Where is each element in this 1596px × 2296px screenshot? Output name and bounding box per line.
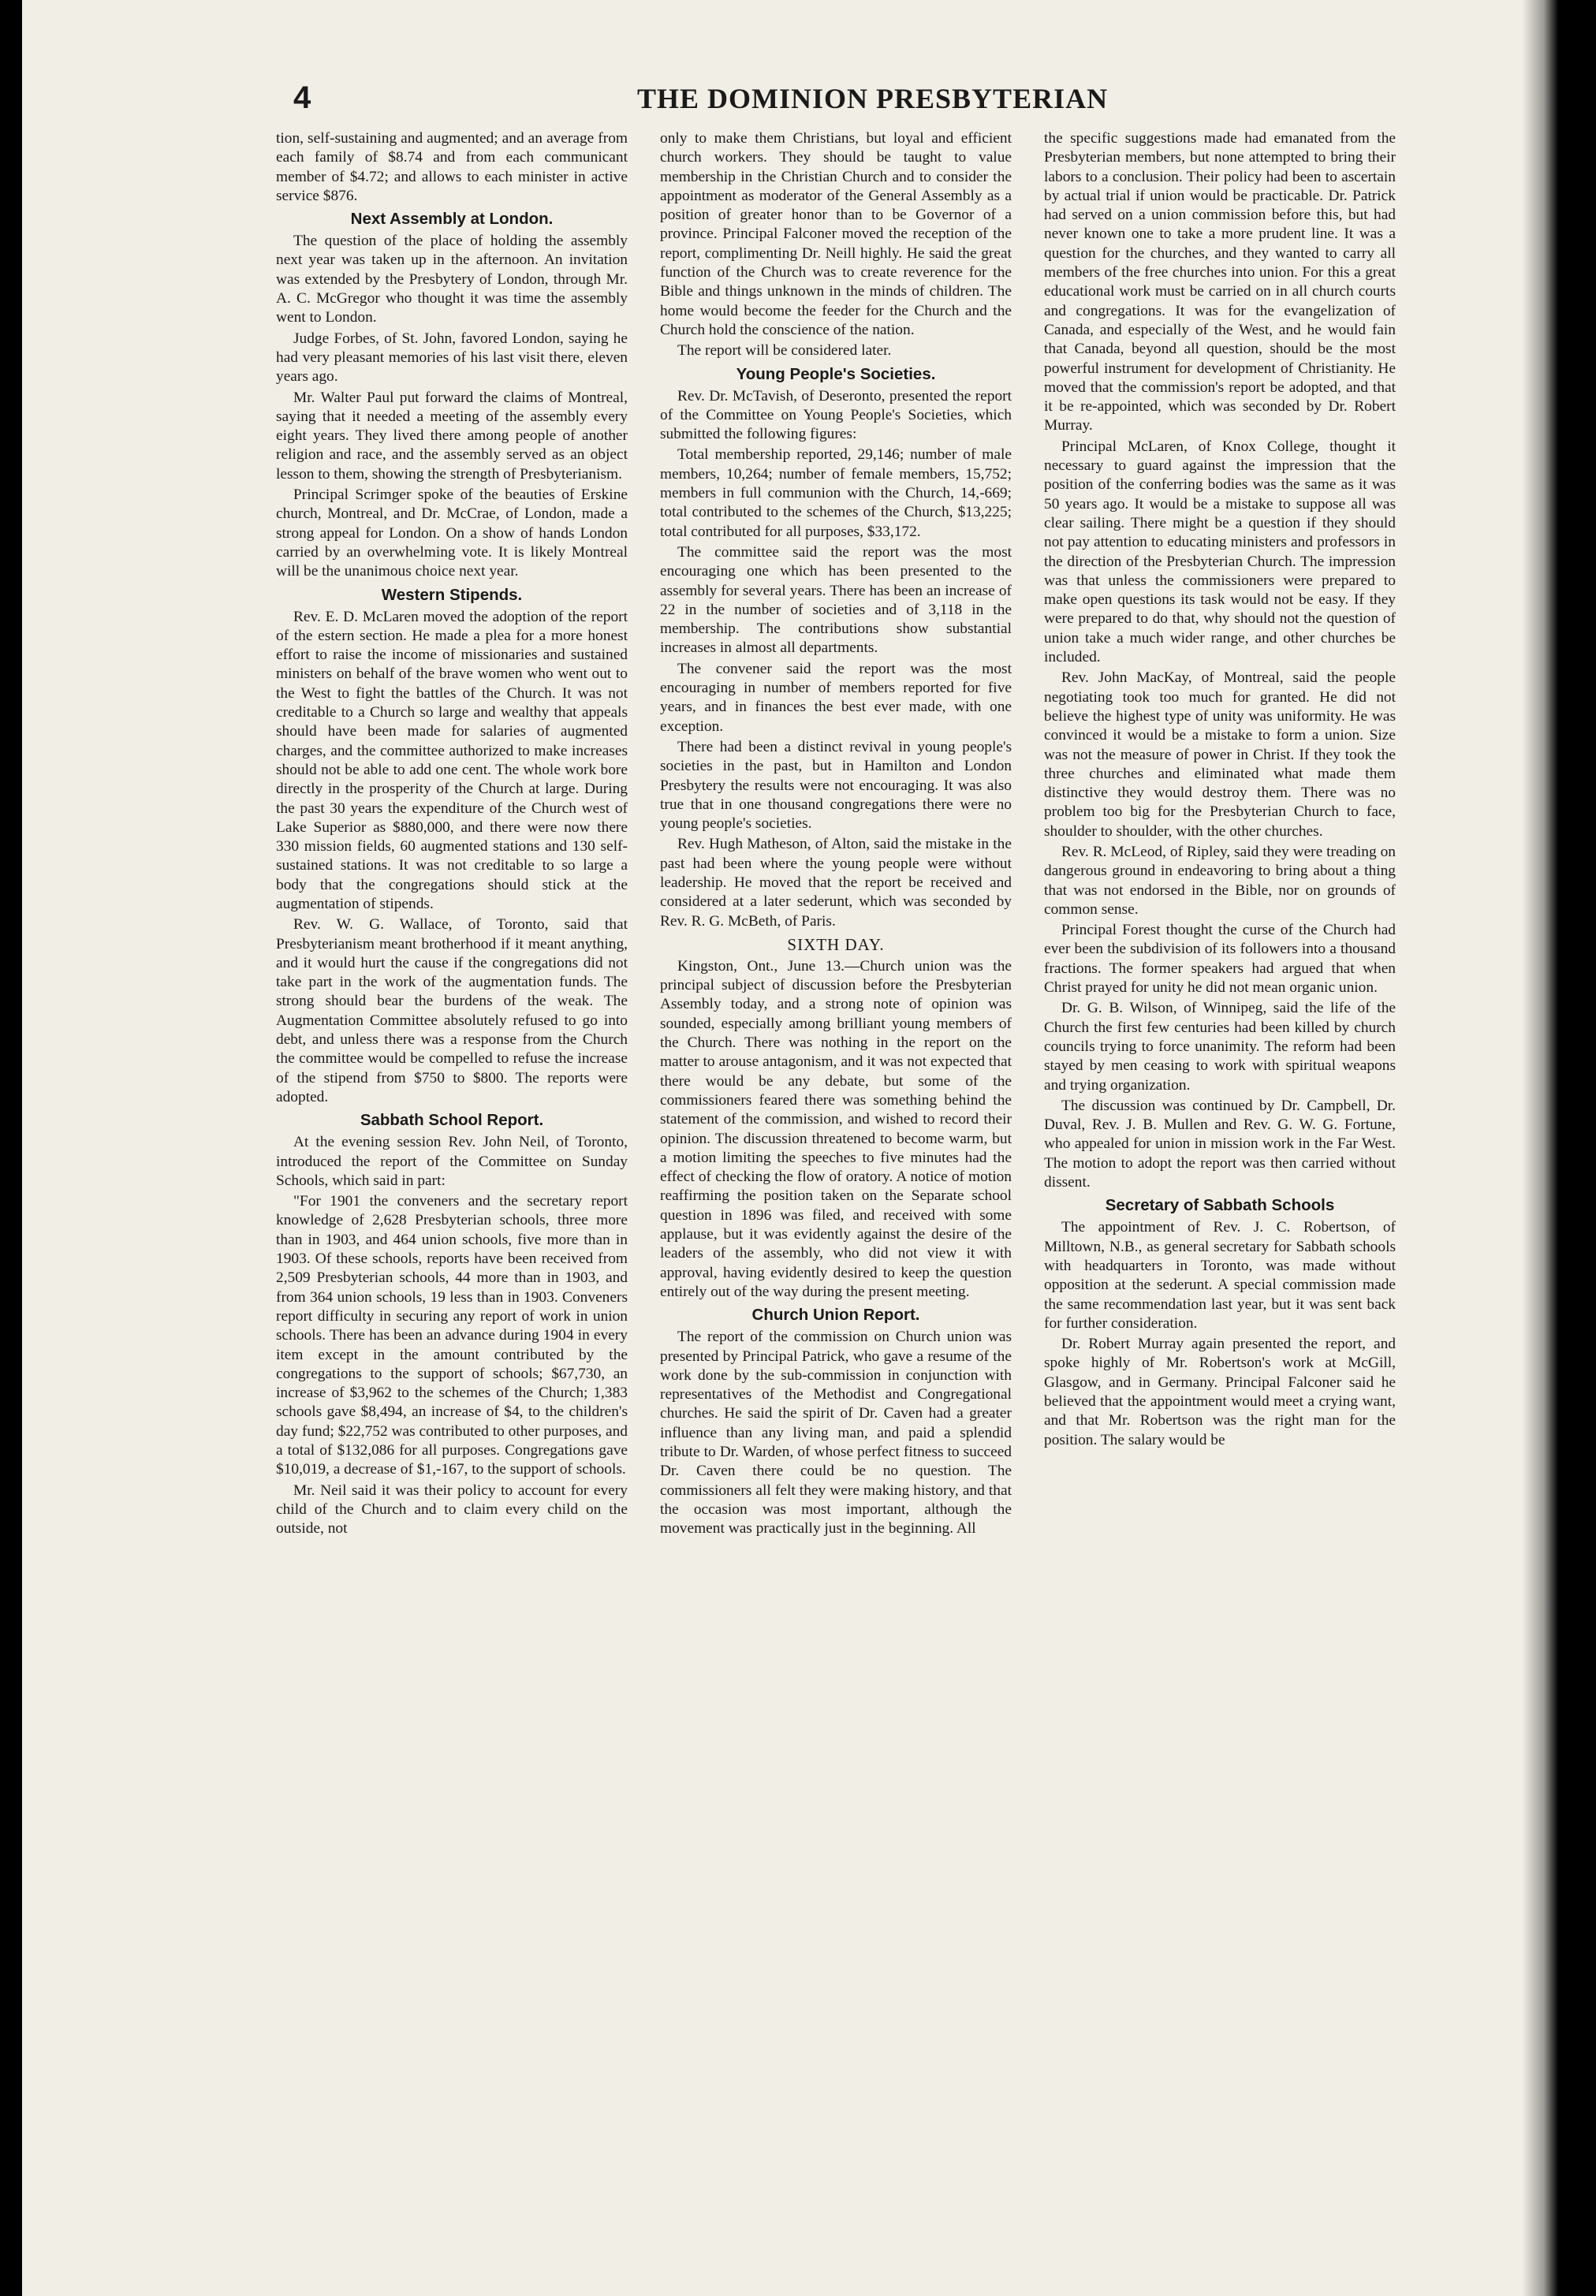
section-heading-sixth-day: SIXTH DAY. xyxy=(787,934,885,954)
paragraph: Rev. John MacKay, of Montreal, said the people negotiating took too much for granted. He did not believe the highest type of unity was uniformity. He was convinced it would be a mistake to form a union. Size was not the measure of power in Christ. If they took the three churches and eliminated what made them distinctive they would destroy them. There was no problem too big for the Presbyterian Church to face, shoulder to shoulder, with the other churches. xyxy=(1044,669,1396,840)
paragraph: the specific suggestions made had emanated from the Presbyterian members, but none attempted to bring their labors to a conclusion. Their policy had been to ascertain by actual trial if union would be practicable. Dr. Patrick had served on a union commission before this, but had never known one to take a more prudent line. It was a question for the churches, and they wanted to carry all members of the free churches into union. For this a great educational work must be carried on in all church courts and congregations. It was for the evangelization of Canada, and especially of the West, and he would fain that Canada, beyond all question, should be the most powerful instrument for development of Christianity. He moved that the commission's report be adopted, and that it be re-appointed, which was seconded by Dr. Robert Murray. xyxy=(1044,130,1396,434)
newspaper-page xyxy=(22,0,1558,2296)
paragraph: The convener said the report was the most encouraging in number of members reported for five years, and in finances the best ever made, with one exception. xyxy=(660,660,1012,735)
paragraph: At the evening session Rev. John Neil, of Toronto, introduced the report of the Committee on Sunday Schools, which said in part: xyxy=(276,1134,628,1189)
paragraph: Kingston, Ont., June 13.—Church union was the principal subject of discussion before the Presbyterian Assembly today, and a strong note of opinion was sounded, especially among brilliant young members of the Church. There was nothing in the report on the matter to arouse antagonism, and it was not expected that there would be any debate, but some of the commissioners feared there was something behind the statement of the commission, and wished to record their opinion. The discussion threatened to become warm, but a motion limiting the speeches to five minutes had the effect of checking the flow of oratory. A notice of motion reaffirming the position taken on the Separate school question in 1896 was filed, and received with some applause, but it was evidently against the desire of the leaders of the assembly, who did not view it with approval, having evidently desired to keep the question entirely out of the way during the present meeting. xyxy=(660,957,1012,1300)
column-3 xyxy=(1044,129,1396,1452)
paragraph: Dr. G. B. Wilson, of Winnipeg, said the life of the Church the first few centuries had been killed by church councils trying to force unanimity. The reform had been stayed by men ceasing to work with spiritual weapons and trying organization. xyxy=(1044,1000,1396,1094)
section-heading-next-assembly: Next Assembly at London. xyxy=(350,210,554,229)
paragraph: Dr. Robert Murray again presented the report, and spoke highly of Mr. Robertson's work at McGill, Glasgow, and in Germany. Principal Falconer said he believed that the appointment would meet a crying want, and that Mr. Robertson was the right man for the position. The salary would be xyxy=(1044,1336,1396,1448)
paragraph: Principal Scrimger spoke of the beauties of Erskine church, Montreal, and Dr. McCrae, of London, made a strong appeal for London. On a show of hands London carried by an overwhelming vote. It is likely Montreal will be the unanimous choice next year. xyxy=(276,486,628,580)
paragraph: Mr. Walter Paul put forward the claims of Montreal, saying that it needed a meeting of the assembly every eight years. They lived there among people of another religion and race, and the assembly served as an object lesson to them, showing the strength of Presbyterianism. xyxy=(276,389,628,483)
paragraph: Rev. W. G. Wallace, of Toronto, said that Presbyterianism meant brotherhood if it meant anything, and it would hurt the cause if the congregations did not take part in the work of the augmentation funds. The strong should bear the burdens of the weak. The Augmentation Committee absolutely refused to go into debt, and unless there was a response from the Church the committee would be compelled to refuse the increase of the stipend from $750 to $800. The reports were adopted. xyxy=(276,916,628,1105)
paragraph: Rev. Dr. McTavish, of Deseronto, presented the report of the Committee on Young People's Societies, which submitted the following figures: xyxy=(660,387,1012,443)
paragraph: Total membership reported, 29,146; number of male members, 10,264; number of female members, 15,752; members in full communion with the Church, 14,-669; total contributed to the schemes of the Church, $13,225; total contributed for all purposes, $33,172. xyxy=(660,446,1012,540)
paragraph: only to make them Christians, but loyal and efficient church workers. They should be taught to value membership in the Christian Church and to consider the appointment as moderator of the General Assembly as a position of greater honor than to be Governor of a province. Principal Falconer moved the reception of the report, complimenting Dr. Neill highly. He said the great function of the Church was to create reverence for the Bible and things unknown in the minds of children. The home would become the feeder for the Church and the Church hold the conscience of the nation. xyxy=(660,130,1012,338)
paragraph: The question of the place of holding the assembly next year was taken up in the afternoon. An invitation was extended by the Presbytery of London, through Mr. A. C. McGregor who thought it was time the assembly went to London. xyxy=(276,233,628,326)
section-heading-western-stipends: Western Stipends. xyxy=(381,585,523,604)
masthead-title: THE DOMINION PRESBYTERIAN xyxy=(637,83,1109,114)
section-heading-sabbath-school: Sabbath School Report. xyxy=(360,1111,544,1130)
paragraph: Rev. Hugh Matheson, of Alton, said the mistake in the past had been where the young people were without leadership. He moved that the report be received and considered at a later sederunt, which was seconded by Rev. R. G. McBeth, of Paris. xyxy=(660,836,1012,930)
page-number: 4 xyxy=(293,80,311,115)
column-1 xyxy=(276,129,628,1540)
paragraph: The appointment of Rev. J. C. Robertson, of Milltown, N.B., as general secretary for Sabbath schools with headquarters in Toronto, was made without opposition at the sederunt. A special commission made the same recommendation last year, but it was sent back for further consideration. xyxy=(1044,1219,1396,1332)
paragraph: There had been a distinct revival in young people's societies in the past, but in Hamilton and London Presbytery the results were not encouraging. It was also true that in one thousand congregations there were no young people's societies. xyxy=(660,738,1012,833)
section-heading-young-peoples: Young People's Societies. xyxy=(736,364,936,383)
paragraph: tion, self-sustaining and augmented; and an average from each family of $8.74 and from each communicant member of $4.72; and allows to each minister in active service $876. xyxy=(276,130,628,204)
paragraph: Principal McLaren, of Knox College, thought it necessary to guard against the impression that the position of the conferring bodies was the same as it was 50 years ago. It would be a mistake to suppose all was clear sailing. There might be a question if they should not pay attention to educating ministers and professors in the direction of the Presbyterian Church. The impression was that unless the commissioners were prepared to make open questions its task would not be easy. If they were prepared to do that, why should not the question of union take a much wider range, and other churches be included. xyxy=(1044,438,1396,666)
page-edge-shadow xyxy=(1522,0,1558,2296)
paragraph: The report of the commission on Church union was presented by Principal Patrick, who gave a resume of the work done by the sub-commission in conjunction with representatives of the Methodist and Congregational churches. He said the spirit of Dr. Caven had a greater influence than any living man, and paid a splendid tribute to Dr. Warden, of whose perfect fitness to succeed Dr. Caven there could be no question. The commissioners all felt they were making history, and that the occasion was most important, although the movement was practically just in the beginning. All xyxy=(660,1329,1012,1538)
paragraph: Principal Forest thought the curse of the Church had ever been the subdivision of its followers into a thousand fractions. The former speakers had argued that when Christ prayed for unity he did not mean organic union. xyxy=(1044,922,1396,997)
paragraph: The discussion was continued by Dr. Campbell, Dr. Duval, Rev. J. B. Mullen and Rev. G. W. G. Fortune, who appealed for union in mission work in the Far West. The motion to adopt the report was then carried without dissent. xyxy=(1044,1097,1396,1191)
paragraph: Rev. E. D. McLaren moved the adoption of the report of the estern section. He made a plea for a more honest effort to raise the income of missionaries and sustained ministers on behalf of the brave women who went out to the West to fight the battles of the Church. It was not creditable to a Church so large and wealthy that appeals should have been made for salaries of augmented charges, and the committee authorized to make increases should not be able to add one cent. The whole work bore directly in the prosperity of the Church at large. During the past 30 years the expenditure of the Church west of Lake Superior as $880,000, and there were now there 330 mission fields, 60 augmented stations and 130 self-sustained stations. It was not creditable to so large a body that the congregations should stick at the augmentation of stipends. xyxy=(276,608,628,912)
column-2 xyxy=(660,129,1012,1540)
paragraph: Judge Forbes, of St. John, favored London, saying he had very pleasant memories of his last visit there, eleven years ago. xyxy=(276,330,628,386)
section-heading-secretary: Secretary of Sabbath Schools xyxy=(1105,1196,1335,1215)
paragraph: Mr. Neil said it was their policy to account for every child of the Church and to claim every child on the outside, not xyxy=(276,1482,628,1538)
paragraph: The committee said the report was the most encouraging one which has been presented to the assembly for several years. There has been an increase of 22 in the number of societies and of 3,118 in the membership. The contributions show substantial increases in almost all departments. xyxy=(660,543,1012,657)
paragraph: Rev. R. McLeod, of Ripley, said they were treading on dangerous ground in endeavoring to bring about a thing that was not endorsed in the Bible, nor on grounds of common sense. xyxy=(1044,843,1396,918)
paragraph: The report will be considered later. xyxy=(677,342,892,360)
section-heading-church-union: Church Union Report. xyxy=(751,1306,920,1325)
paragraph: "For 1901 the conveners and the secretary report knowledge of 2,628 Presbyterian schools, three more than in 1903, and 464 union schools, five more than in 1903. Of these schools, reports have been received from 2,509 Presbyterian schools, 44 more than in 1903, and from 364 union schools, 19 less than in 1903. Conveners report difficulty in securing any report of work in union schools. There has been an advance during 1904 in every item except in the amount contributed by the congregations to the support of schools; $67,730, an increase of $3,962 to the schemes of the Church; 1,383 schools gave $8,494, an increase of $4, to the children's day fund; $22,752 was contributed to other purposes, and a total of $132,086 for all purposes. Congregations gave $10,019, a decrease of $1,-167, to the support of schools. xyxy=(276,1193,628,1478)
